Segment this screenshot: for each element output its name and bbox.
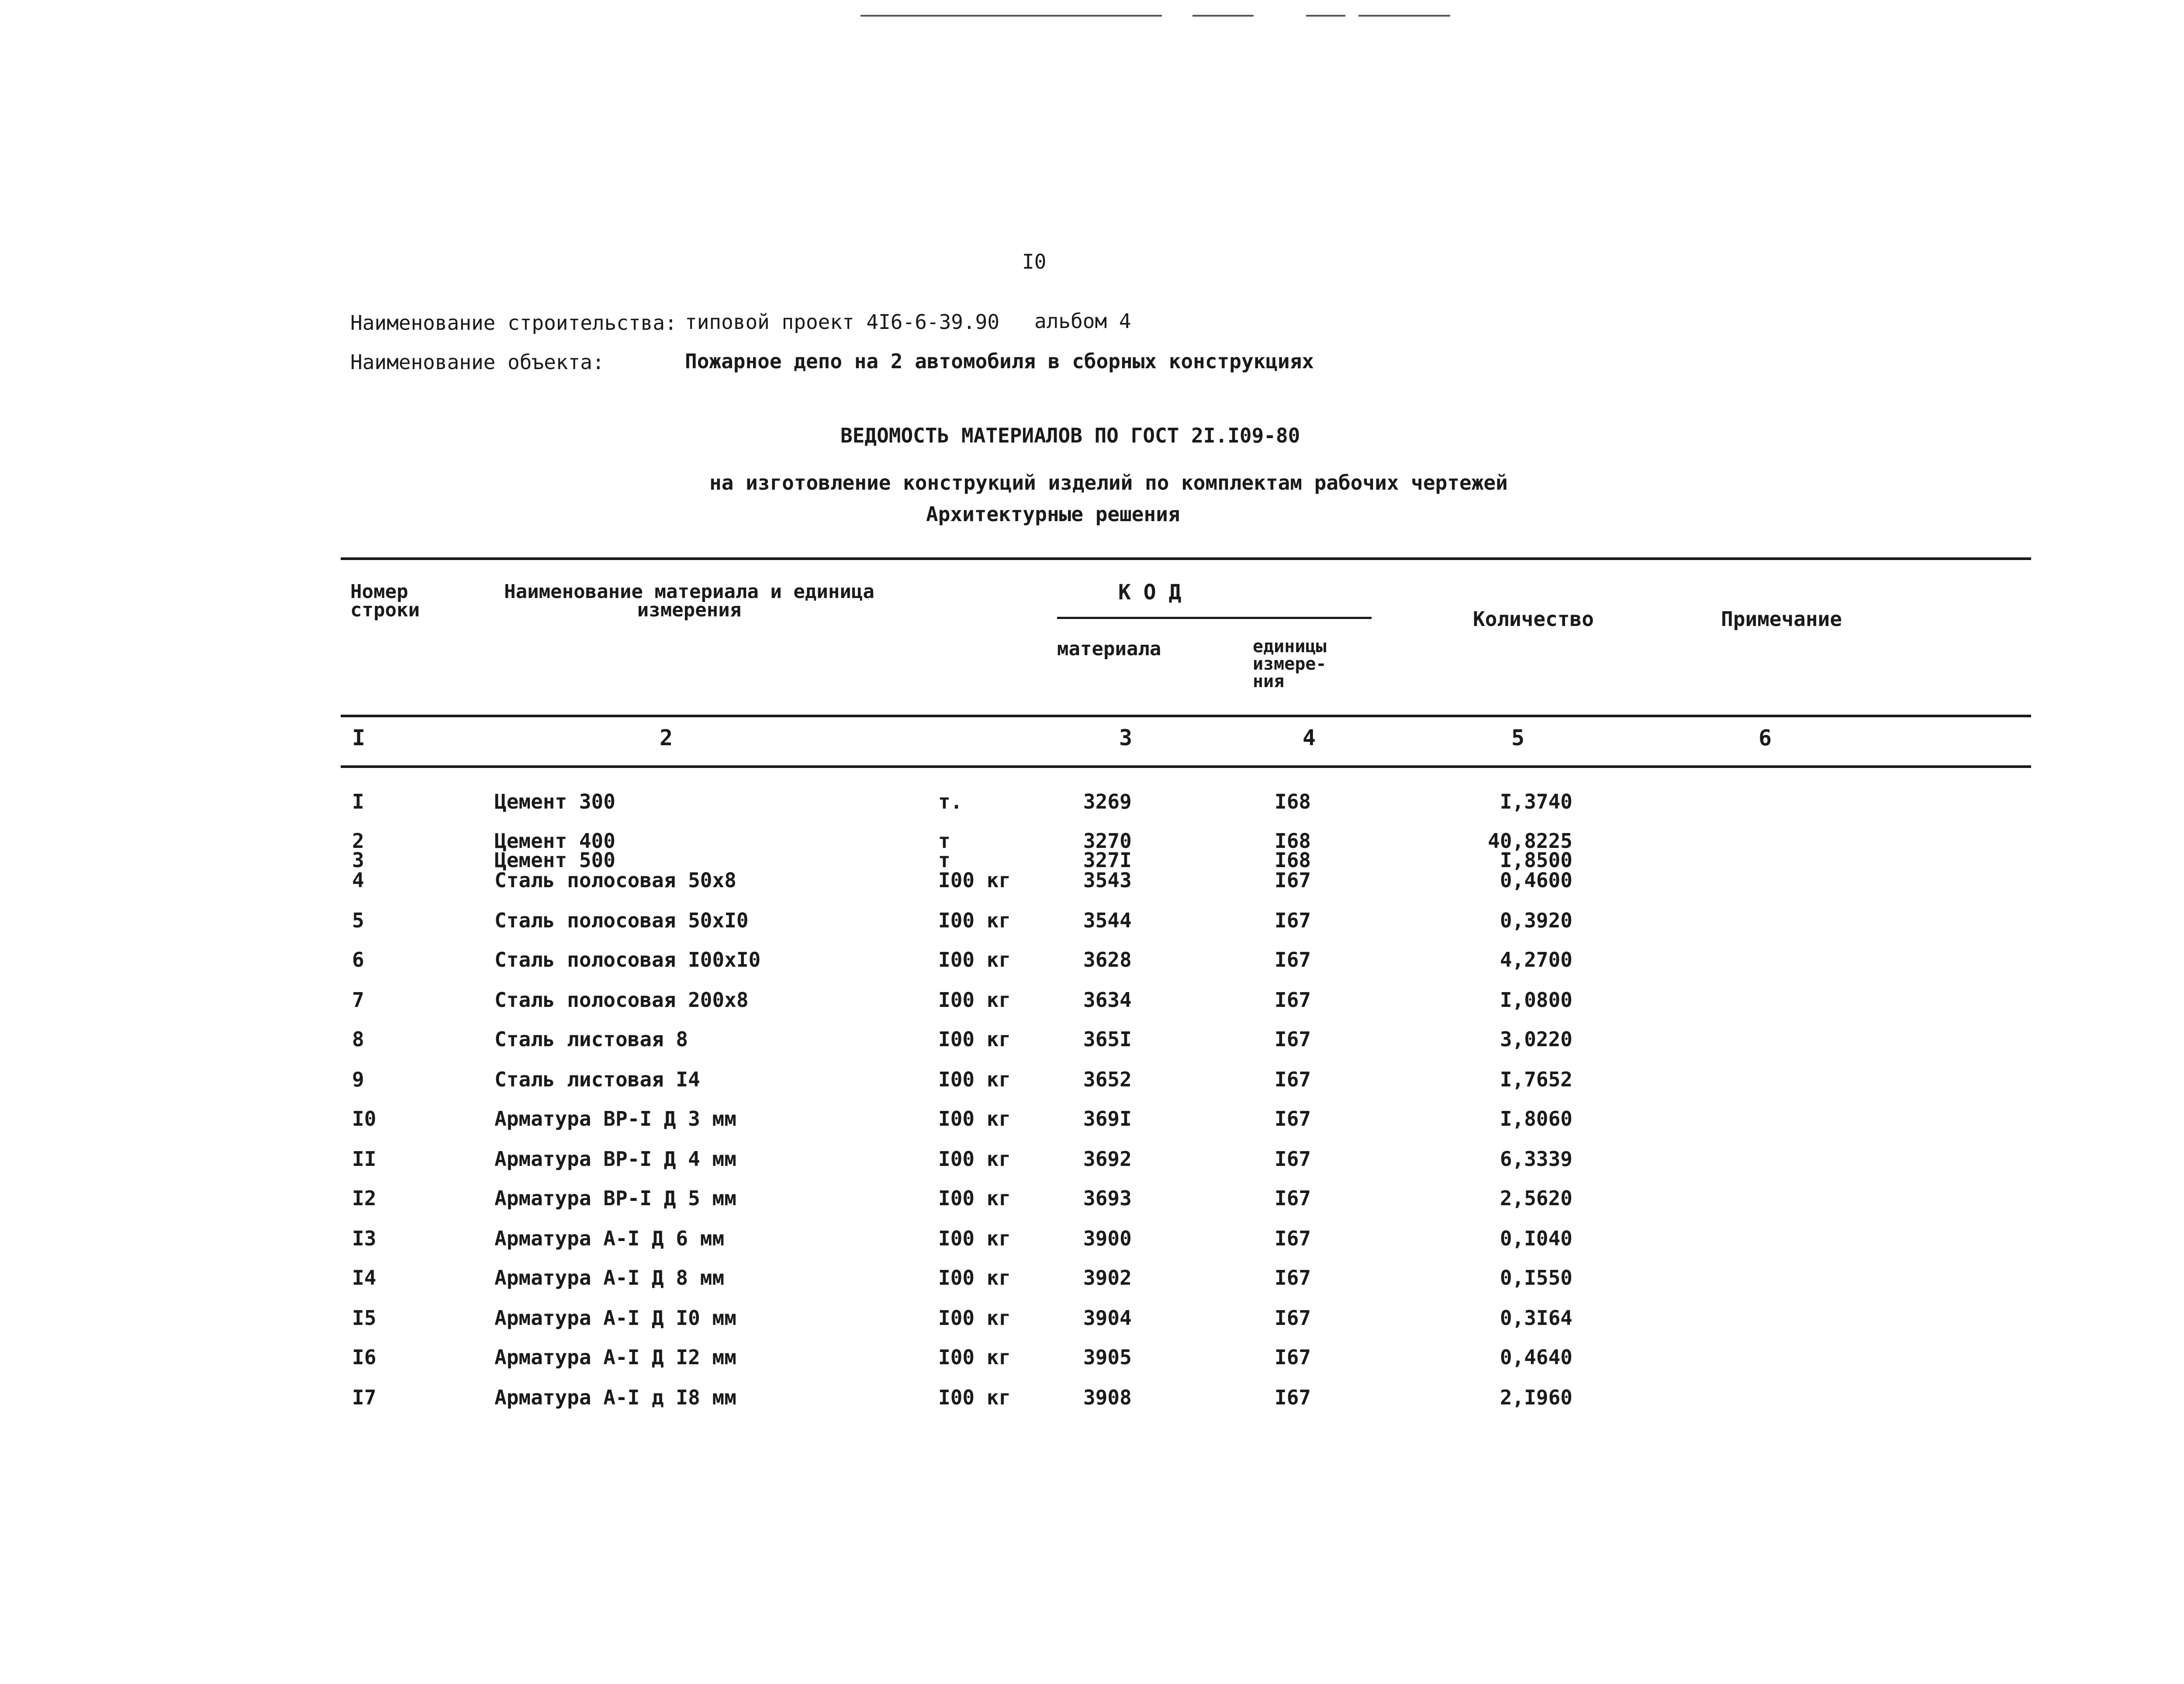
row-number-cell: II [352, 1147, 377, 1171]
column-numbers-rule [341, 765, 2031, 768]
quantity-cell: 4,2700 [1500, 948, 1572, 972]
material-code-cell: 3270 [1083, 829, 1132, 853]
row-number-cell: I5 [352, 1306, 377, 1330]
column-number-2: 2 [660, 725, 673, 750]
material-name-cell: Цемент 300 [494, 790, 615, 813]
material-name-cell: Арматура А-I Д 8 мм [494, 1266, 725, 1290]
material-code-cell: 3269 [1083, 790, 1132, 813]
scan-artifact-line [1192, 15, 1254, 17]
object-label: Наименование объекта: [350, 350, 605, 374]
unit-cell: I00 кг [938, 1306, 1011, 1330]
quantity-cell: 6,3339 [1500, 1147, 1572, 1171]
quantity-cell: I,7652 [1500, 1068, 1572, 1091]
unit-cell: I00 кг [938, 1345, 1011, 1369]
row-number-cell: I [352, 790, 364, 813]
row-number-cell: 4 [352, 868, 364, 892]
row-number-cell: 7 [352, 988, 364, 1012]
unit-code-cell: I67 [1275, 1147, 1311, 1171]
material-name-cell: Арматура А-I Д I2 мм [494, 1345, 736, 1369]
quantity-cell: 40,8225 [1488, 829, 1572, 853]
unit-code-cell: I67 [1275, 909, 1311, 932]
scan-artifact-line [860, 15, 1162, 17]
material-name-cell: Сталь полосовая I00хI0 [494, 948, 761, 972]
row-number-cell: I4 [352, 1266, 377, 1290]
unit-code-cell: I67 [1275, 1107, 1311, 1131]
header-row-number: Номер строки [350, 581, 420, 621]
quantity-cell: I,8500 [1500, 848, 1572, 872]
material-name-cell: Арматура ВР-I Д 5 мм [494, 1186, 736, 1210]
row-number-cell: 5 [352, 909, 364, 932]
material-name-cell: Цемент 500 [494, 848, 615, 872]
unit-code-cell: I67 [1275, 1068, 1311, 1091]
unit-cell: I00 кг [938, 1186, 1011, 1210]
unit-cell: I00 кг [938, 868, 1011, 892]
scan-artifact-line [1358, 15, 1450, 17]
code-header-rule [1057, 617, 1372, 619]
row-number-cell: 9 [352, 1068, 364, 1091]
unit-cell: I00 кг [938, 1068, 1011, 1091]
unit-code-cell: I67 [1275, 1027, 1311, 1051]
material-code-cell: 3693 [1083, 1186, 1132, 1210]
quantity-cell: 3,0220 [1500, 1027, 1572, 1051]
material-name-cell: Сталь листовая 8 [494, 1027, 688, 1051]
construction-value: типовой проект 4I6-6-39.90 [685, 310, 1000, 334]
document-section: Архитектурные решения [926, 502, 1180, 526]
material-code-cell: 3902 [1083, 1266, 1132, 1290]
column-number-1: I [352, 725, 366, 750]
header-quantity: Количество [1473, 607, 1594, 631]
unit-cell: I00 кг [938, 1266, 1011, 1290]
header-material-name: Наименование материала и единица измерения [504, 581, 874, 621]
material-code-cell: 3628 [1083, 948, 1132, 972]
unit-code-cell: I68 [1275, 829, 1311, 853]
unit-code-cell: I67 [1275, 868, 1311, 892]
unit-code-cell: I68 [1275, 790, 1311, 813]
unit-cell: т [938, 848, 950, 872]
row-number-cell: I2 [352, 1186, 377, 1210]
row-number-cell: 8 [352, 1027, 364, 1051]
material-code-cell: 327I [1083, 848, 1132, 872]
quantity-cell: 0,3I64 [1500, 1306, 1572, 1330]
row-number-cell: I6 [352, 1345, 377, 1369]
unit-cell: I00 кг [938, 1147, 1011, 1171]
header-bottom-rule [341, 715, 2031, 717]
material-name-cell: Арматура А-I Д 6 мм [494, 1227, 725, 1250]
material-code-cell: 3905 [1083, 1345, 1132, 1369]
quantity-cell: 0,I040 [1500, 1227, 1572, 1250]
unit-cell: I00 кг [938, 988, 1011, 1012]
material-name-cell: Цемент 400 [494, 829, 615, 853]
object-value: Пожарное депо на 2 автомобиля в сборных конструкциях [685, 349, 1314, 373]
material-code-cell: 3908 [1083, 1386, 1132, 1409]
quantity-cell: 2,5620 [1500, 1186, 1572, 1210]
column-number-5: 5 [1511, 725, 1525, 750]
quantity-cell: 0,I550 [1500, 1266, 1572, 1290]
material-name-cell: Сталь полосовая 50х8 [494, 868, 736, 892]
material-code-cell: 3692 [1083, 1147, 1132, 1171]
material-code-cell: 3652 [1083, 1068, 1132, 1091]
material-name-cell: Сталь листовая I4 [494, 1068, 700, 1091]
document-title: ВЕДОМОСТЬ МАТЕРИАЛОВ ПО ГОСТ 2I.I09-80 [840, 424, 1300, 447]
quantity-cell: I,0800 [1500, 988, 1572, 1012]
unit-cell: I00 кг [938, 1107, 1011, 1131]
quantity-cell: I,8060 [1500, 1107, 1572, 1131]
unit-cell: I00 кг [938, 909, 1011, 932]
material-code-cell: 3904 [1083, 1306, 1132, 1330]
material-name-cell: Арматура А-I д I8 мм [494, 1386, 736, 1409]
quantity-cell: 2,I960 [1500, 1386, 1572, 1409]
row-number-cell: I3 [352, 1227, 377, 1250]
header-code-material: материала [1057, 638, 1161, 660]
material-name-cell: Арматура А-I Д I0 мм [494, 1306, 736, 1330]
unit-cell: I00 кг [938, 1386, 1011, 1409]
row-number-cell: 2 [352, 829, 364, 853]
document-subtitle: на изготовление конструкций изделий по комплектам рабочих чертежей [709, 471, 1508, 494]
unit-code-cell: I67 [1275, 988, 1311, 1012]
column-number-4: 4 [1303, 725, 1316, 750]
unit-cell: т. [938, 790, 963, 813]
material-code-cell: 3544 [1083, 909, 1132, 932]
material-code-cell: 3900 [1083, 1227, 1132, 1250]
unit-cell: I00 кг [938, 1027, 1011, 1051]
material-code-cell: 3634 [1083, 988, 1132, 1012]
quantity-cell: 0,3920 [1500, 909, 1572, 932]
page-number: I0 [1022, 250, 1047, 273]
material-name-cell: Арматура ВР-I Д 3 мм [494, 1107, 736, 1131]
material-code-cell: 365I [1083, 1027, 1132, 1051]
unit-code-cell: I67 [1275, 1386, 1311, 1409]
table-top-rule [341, 557, 2031, 560]
unit-code-cell: I67 [1275, 1345, 1311, 1369]
unit-code-cell: I67 [1275, 1266, 1311, 1290]
material-name-cell: Сталь полосовая 200х8 [494, 988, 749, 1012]
quantity-cell: I,3740 [1500, 790, 1572, 813]
unit-code-cell: I67 [1275, 1306, 1311, 1330]
row-number-cell: I7 [352, 1386, 377, 1409]
header-note: Примечание [1721, 607, 1842, 631]
unit-cell: I00 кг [938, 1227, 1011, 1250]
material-name-cell: Арматура ВР-I Д 4 мм [494, 1147, 736, 1171]
scan-artifact-line [1306, 15, 1345, 17]
material-code-cell: 369I [1083, 1107, 1132, 1131]
unit-code-cell: I68 [1275, 848, 1311, 872]
header-code-unit: единицы измере- ния [1253, 636, 1327, 692]
header-code: К О Д [1118, 580, 1182, 605]
quantity-cell: 0,4600 [1500, 868, 1572, 892]
row-number-cell: I0 [352, 1107, 377, 1131]
quantity-cell: 0,4640 [1500, 1345, 1572, 1369]
material-name-cell: Сталь полосовая 50хI0 [494, 909, 749, 932]
row-number-cell: 3 [352, 848, 364, 872]
column-number-6: 6 [1759, 725, 1772, 750]
unit-cell: I00 кг [938, 948, 1011, 972]
unit-cell: т [938, 829, 950, 853]
unit-code-cell: I67 [1275, 1186, 1311, 1210]
column-number-3: 3 [1119, 725, 1133, 750]
unit-code-cell: I67 [1275, 1227, 1311, 1250]
unit-code-cell: I67 [1275, 948, 1311, 972]
row-number-cell: 6 [352, 948, 364, 972]
album-label: альбом 4 [1034, 309, 1131, 333]
construction-label: Наименование строительства: [350, 311, 677, 335]
material-code-cell: 3543 [1083, 868, 1132, 892]
